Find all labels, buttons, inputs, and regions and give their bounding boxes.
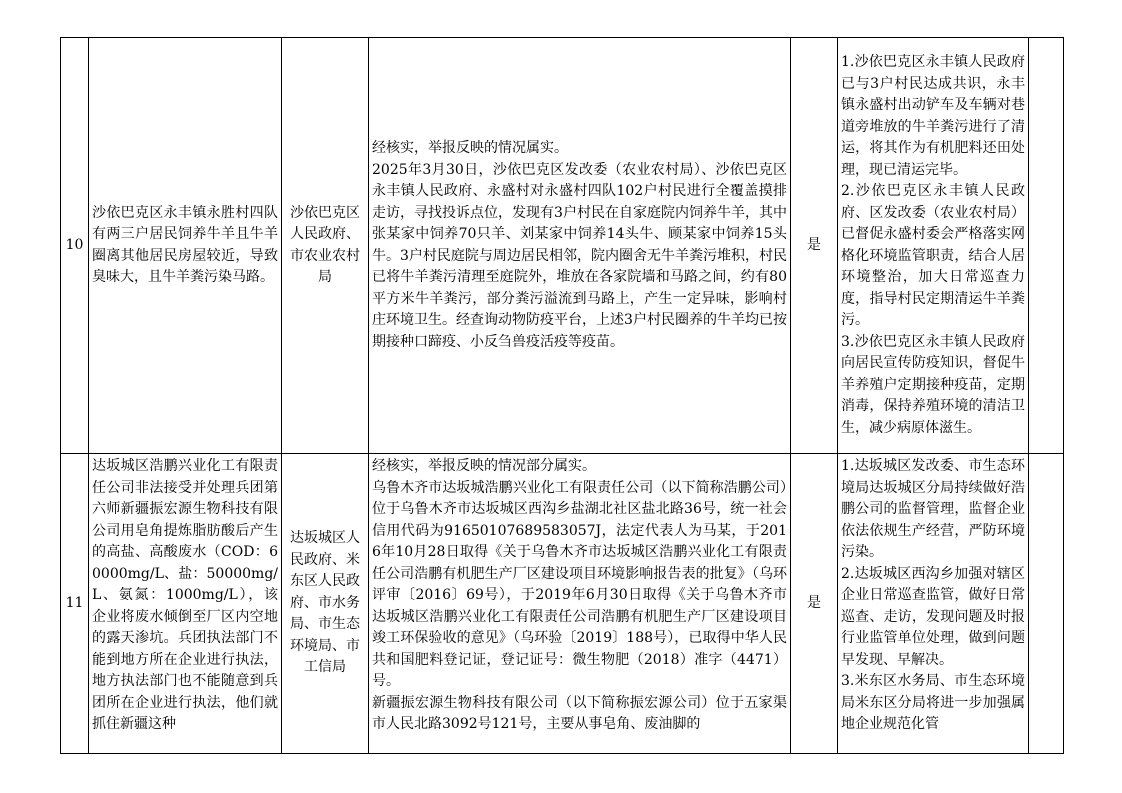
result-paragraph: 乌鲁木齐市达坂城浩鹏兴业化工有限责任公司（以下简称浩鹏公司）位于乌鲁木齐市达坂城区西沟乡盐湖北社区盐北路36号，统一社会信用代码为91650107689583057J，法定代表人为马某，于2016年10月28日取得《关于乌鲁木齐市达坂城区浩鹏兴业化工有限责任公司浩鹏有机肥生产厂区建设项目环境影响报告表的批复》（乌环评审〔2016〕69号），于2019年6月30日取得《关于乌鲁木齐市达坂城区浩鹏兴业化工有限责任公司浩鹏有机肥生产厂区建设项目竣工环保验收的意见》（乌环验〔2019〕188号），已取得中华人民共和国肥料登记证，登记证号：微生物肥（2018）准字（4471）号。 bbox=[372, 479, 787, 689]
complaint-description: 沙依巴克区永丰镇永胜村四队有两三户居民饲养牛羊且牛羊圈离其他居民房屋较近，导致臭味大，且牛羊粪污染马路。 bbox=[89, 38, 282, 454]
measure-item: 1.沙依巴克区永丰镇人民政府已与3户村民达成共识，永丰镇永盛村出动铲车及车辆对巷道旁堆放的牛羊粪污进行了清运，将其作为有机肥料还田处理，现已清运完毕。 bbox=[841, 54, 1025, 178]
verified-flag: 是 bbox=[791, 38, 838, 454]
row-number: 10 bbox=[61, 38, 89, 454]
measure-item: 2.达坂城区西沟乡加强对辖区企业日常巡查监管，做好日常巡查、走访，发现问题及时报行业监管单位处理，做到问题早发现、早解决。 bbox=[841, 565, 1025, 668]
responsible-department: 达坂城区人民政府、米东区人民政府、市水务局、市生态环境局、市工信局 bbox=[282, 454, 369, 754]
measure-item: 3.沙依巴克区永丰镇人民政府向居民宣传防疫知识，督促牛羊养殖户定期接种疫苗，定期消毒，保持养殖环境的清洁卫生，减少病原体滋生。 bbox=[841, 333, 1025, 436]
row-number: 11 bbox=[61, 454, 89, 754]
result-paragraph: 经核实，举报反映的情况属实。 bbox=[372, 140, 568, 156]
investigation-result bbox=[369, 38, 791, 454]
remarks-cell bbox=[1029, 38, 1064, 454]
table-row bbox=[61, 38, 1064, 454]
measure-item: 2.沙依巴克区永丰镇人民政府、区发改委（农业农村局）已督促永盛村委会严格落实网格化环境监管职责，结合人居环境整治，加大日常巡查力度，指导村民定期清运牛羊粪污。 bbox=[841, 183, 1025, 328]
result-paragraph: 2025年3月30日，沙依巴克区发改委（农业农村局）、沙依巴克区永丰镇人民政府、永盛村对永盛村四队102户村民进行全覆盖摸排走访，寻找投诉点位，发现有3户村民在自家庭院内饲养牛羊，其中张某家中饲养70只羊、刘某家中饲养14头牛、顾某家中饲养15头牛。3户村民庭院与周边居民相邻，院内圈舍无牛羊粪污堆积，村民已将牛羊粪污清理至庭院外，堆放在各家院墙和马路之间，约有80平方米牛羊粪污，部分粪污溢流到马路上，产生一定异味，影响村庄环境卫生。经查询动物防疫平台，上述3户村民圈养的牛羊均已按期接种口蹄疫、小反刍兽疫活疫等疫苗。 bbox=[372, 161, 787, 350]
result-paragraph: 新疆振宏源生物科技有限公司（以下简称振宏源公司）位于五家渠市人民北路3092号121号，主要从事皂角、废油脚的 bbox=[372, 694, 787, 732]
result-paragraph: 经核实，举报反映的情况部分属实。 bbox=[372, 458, 596, 474]
handling-measures bbox=[838, 454, 1029, 754]
investigation-result bbox=[369, 454, 791, 754]
complaint-table bbox=[60, 37, 1064, 754]
verified-flag: 是 bbox=[791, 454, 838, 754]
complaint-description: 达坂城区浩鹏兴业化工有限责任公司非法接受并处理兵团第六师新疆振宏源生物科技有限公司用皂角提炼脂肪酸后产生的高盐、高酸废水（COD：60000mg/L、盐：50000mg/L、氨氮：1000mg/L），该企业将废水倾倒至厂区内空地的露天渗坑。兵团执法部门不能到地方所在企业进行执法，地方执法部门也不能随意到兵团所在企业进行执法，他们就抓住新疆这种 bbox=[89, 454, 282, 754]
responsible-department: 沙依巴克区人民政府、市农业农村局 bbox=[282, 38, 369, 454]
remarks-cell bbox=[1029, 454, 1064, 754]
measure-item: 1.达坂城区发改委、市生态环境局达坂城区分局持续做好浩鹏公司的监督管理，监督企业依法依规生产经营，严防环境污染。 bbox=[841, 458, 1025, 560]
measure-item: 3.米东区水务局、市生态环境局米东区分局将进一步加强属地企业规范化管 bbox=[841, 673, 1025, 732]
table-row bbox=[61, 454, 1064, 754]
handling-measures bbox=[838, 38, 1029, 454]
